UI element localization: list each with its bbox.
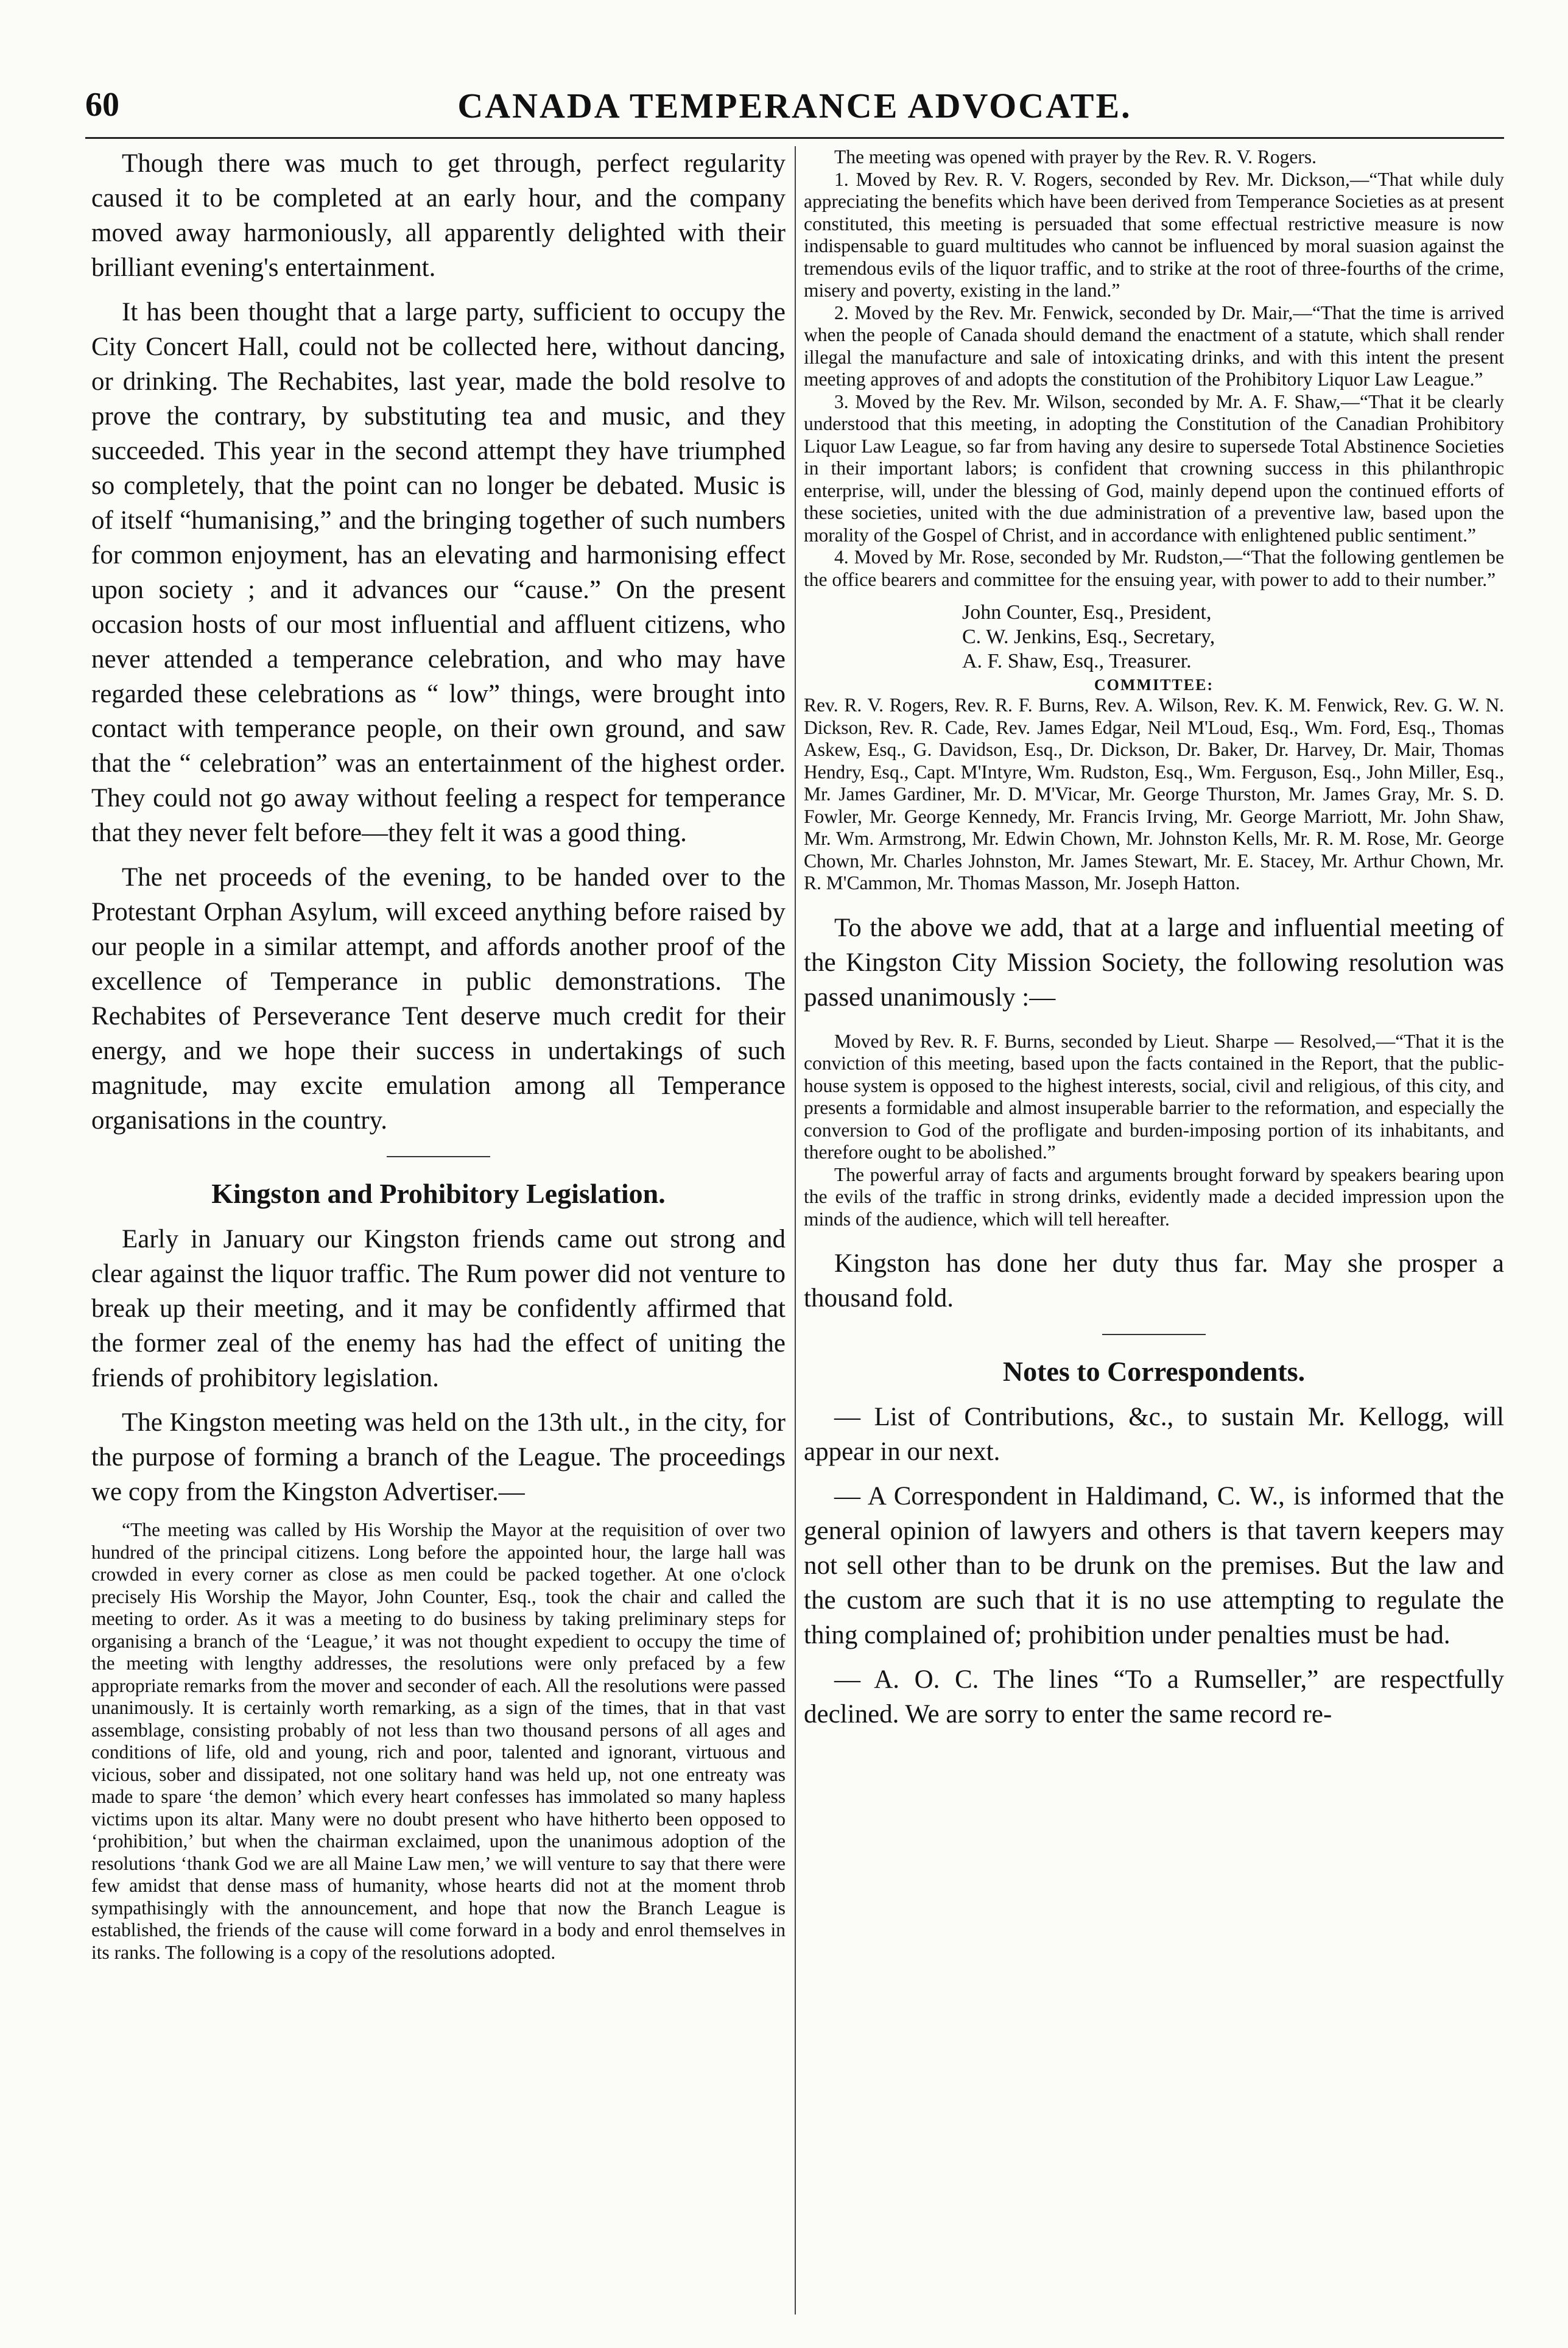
quoted-report: “The meeting was called by His Worship the Mayor at the requisition of over two hundred of the principal citizens. Long before the appointed hour, the large hall was crowded in every corner as close as men could be packed together. At one o'clock precisely His Worship the Mayor, John Counter, Esq., took the chair and called the meeting to order. As it was a meeting to do business by taking preliminary steps for organising a branch of the ‘League,’ it was not thought expedient to occupy the time of the meeting with lengthy addresses, the resolutions were only prefaced by a few appropriate remarks from the mover and seconder of each. All the resolutions were passed unanimously. It is certainly worth remarking, as a sign of the times, that in that vast assemblage, consisting probably of not less than two thousand persons of all ages and conditions of life, old and young, rich and poor, talented and ignorant, virtuous and vicious, sober and dissipated, not one solitary hand was held up, not one entreaty was made to spare ‘the demon’ which every heart confesses has immolated so many hapless victims upon its altar. Many were no doubt present who have hitherto been opposed to ‘prohibition,’ but when the chairman exclaimed, upon the unanimous adoption of the resolutions ‘thank God we are all Maine Law men,’ we will venture to say that there were few amidst that dense mass of humanity, whose hearts did not at the moment throb sympathisingly with the announcement, and hope that now the Branch League is established, the friends of the cause will come forward in a body and enrol themselves in its ranks. The following is a copy of the resolutions adopted. [91, 1519, 786, 1963]
article-paragraph: Though there was much to get through, perfect regularity caused it to be completed at an early hour, and the company moved away harmoniously, all apparently delighted with their brilliant evening's entertainment. [91, 149, 786, 282]
right-column [804, 146, 1504, 1732]
report-paragraph: The meeting was opened with prayer by the Rev. R. V. Rogers. [834, 146, 1317, 167]
header-rule [85, 137, 1504, 139]
resolution-2: 2. Moved by the Rev. Mr. Fenwick, seconded by Dr. Mair,—“That the time is arrived when the people of Canada should demand the enactment of a statute, which shall render illegal the manufacture and sale of intoxicating drinks, and with this intent the present meeting approves of and adopts the constitution of the Prohibitory Liquor Law League.” [804, 301, 1504, 390]
column-divider [795, 146, 796, 2315]
article-paragraph: The Kingston meeting was held on the 13th ult., in the city, for the purpose of forming a branch of the League. The proceedings we copy from the Kingston Advertiser.— [91, 1408, 786, 1506]
resolution-3: 3. Moved by the Rev. Mr. Wilson, seconded by Mr. A. F. Shaw,—“That it be clearly understood that this meeting, in adopting the Constitution of the Canadian Prohibitory Liquor Law League, so far from having any desire to supersede Total Abstinence Societies in their important labors; is confident that crowning success in this philanthropic enterprise, will, under the blessing of God, mainly depend upon the continued efforts of these societies, united with the due administration of a preventive law, based upon the morality of the Gospel of Christ, and in accordance with enlightened public sentiment.” [804, 390, 1504, 546]
committee-label: COMMITTEE: [1094, 676, 1214, 694]
resolution-paragraph: Moved by Rev. R. F. Burns, seconded by Lieut. Sharpe — Resolved,—“That it is the conviction of this meeting, based upon the facts contained in the Report, that the public-house system is opposed to the highest interests, social, civil and religious, of this city, and presents a formidable and almost insuperable barrier to the reformation, and especially the conversion to God of the profligate and burden-imposing portion of its inhabitants, and therefore ought to be abolished.” [804, 1030, 1504, 1163]
officer-secretary: C. W. Jenkins, Esq., Secretary, [962, 626, 1215, 648]
section-divider [1102, 1334, 1206, 1335]
article-paragraph: Early in January our Kingston friends came out strong and clear against the liquor traffic. The Rum power did not venture to break up their meeting, and it may be confidently affirmed that the former zeal of the enemy has had the effect of uniting the friends of prohibitory legislation. [91, 1225, 786, 1392]
article-paragraph: The net proceeds of the evening, to be handed over to the Protestant Orphan Asylum, will exceed anything before raised by our people in a similar attempt, and affords another proof of the excellence of Temperance in public demonstrations. The Rechabites of Perseverance Tent deserve much credit for their energy, and we hope their success in undertakings of such magnitude, may excite emulation among all Temperance organisations in the country. [91, 863, 786, 1135]
correspondent-note: — A Correspondent in Haldimand, C. W., is informed that the general opinion of lawyers and others is that tavern keepers may not sell other than to be drunk on the premises. But the law and the custom are such that it is no use attempting to regulate the thing complained of; prohibition under penalties must be had. [804, 1482, 1504, 1649]
left-column [91, 146, 786, 1964]
officer-list [804, 601, 1504, 674]
officer-president: John Counter, Esq., President, [962, 601, 1212, 624]
section-divider [387, 1156, 490, 1157]
resolution-1: 1. Moved by Rev. R. V. Rogers, seconded by Rev. Mr. Dickson,—“That while duly appreciating the benefits which have been derived from Temperance Societies as at present constituted, this meeting is persuaded that some effectual restrictive measure is now indispensable to guard multitudes who cannot be influenced by moral suasion against the tremendous evils of the liquor traffic, and to strike at the root of three-fourths of the crime, misery and poverty, existing in the land.” [804, 168, 1504, 301]
officer-treasurer: A. F. Shaw, Esq., Treasurer. [962, 650, 1192, 672]
section-heading: Kingston and Prohibitory Legislation. [211, 1178, 666, 1209]
committee-list: Rev. R. V. Rogers, Rev. R. F. Burns, Rev. A. Wilson, Rev. K. M. Fenwick, Rev. G. W. N. Dickson, Rev. R. Cade, Rev. James Edgar, Neil M'Loud, Esq., Wm. Ford, Esq., Thomas Askew, Esq., G. Davidson, Esq., Dr. Dickson, Dr. Baker, Dr. Harvey, Dr. Mair, Thomas Hendry, Esq., Capt. M'Intyre, Wm. Rudston, Esq., Wm. Ferguson, Esq., John Miller, Esq., Mr. James Gardiner, Mr. D. M'Vicar, Mr. George Thurston, Mr. James Gray, Mr. S. D. Fowler, Mr. George Kennedy, Mr. Francis Irving, Mr. George Marriott, Mr. John Shaw, Mr. Wm. Armstrong, Mr. Edwin Chown, Mr. Johnston Kells, Mr. R. M. Rose, Mr. George Chown, Mr. Charles Johnston, Mr. James Stewart, Mr. E. Stacey, Mr. Arthur Chown, Mr. R. M'Cammon, Mr. Thomas Masson, Mr. Joseph Hatton. [804, 694, 1504, 894]
article-paragraph: To the above we add, that at a large and influential meeting of the Kingston City Mission Society, the following resolution was passed unanimously :— [804, 913, 1504, 1012]
correspondent-note: — List of Contributions, &c., to sustain Mr. Kellogg, will appear in our next. [804, 1403, 1504, 1466]
correspondent-note: — A. O. C. The lines “To a Rumseller,” are respectfully declined. We are sorry to enter the same record re- [804, 1665, 1504, 1729]
page-number: 60 [85, 86, 119, 124]
article-paragraph: It has been thought that a large party, sufficient to occupy the City Concert Hall, could not be collected here, without dancing, or drinking. The Rechabites, last year, made the bold resolve to prove the contrary, by substituting tea and music, and they succeeded. This year in the second attempt they have triumphed so completely, that the point can no longer be debated. Music is of itself “humanising,” and the bringing together of such numbers for common enjoyment, has an elevating and harmonising effect upon society ; and it advances our “cause.” On the present occasion hosts of our most influential and affluent citizens, who never attended a temperance celebration, and who may have regarded these celebrations as “ low” things, were brought into contact with temperance people, on their own ground, and saw that the “ celebration” was an entertainment of the highest order. They could not go away without feeling a respect for temperance that they never felt before—they felt it was a good thing. [91, 298, 786, 847]
report-paragraph: The powerful array of facts and arguments brought forward by speakers bearing upon the evils of the traffic in strong drinks, evidently made a decided impression upon the minds of the audience, which will tell hereafter. [804, 1163, 1504, 1230]
article-paragraph: Kingston has done her duty thus far. May she prosper a thousand fold. [804, 1249, 1504, 1313]
section-heading: Notes to Correspondents. [1002, 1356, 1306, 1387]
page-header [85, 79, 1504, 134]
resolution-4: 4. Moved by Mr. Rose, seconded by Mr. Rudston,—“That the following gentlemen be the office bearers and committee for the ensuing year, with power to add to their number.” [804, 546, 1504, 590]
running-title: CANADA TEMPERANCE ADVOCATE. [457, 86, 1132, 125]
